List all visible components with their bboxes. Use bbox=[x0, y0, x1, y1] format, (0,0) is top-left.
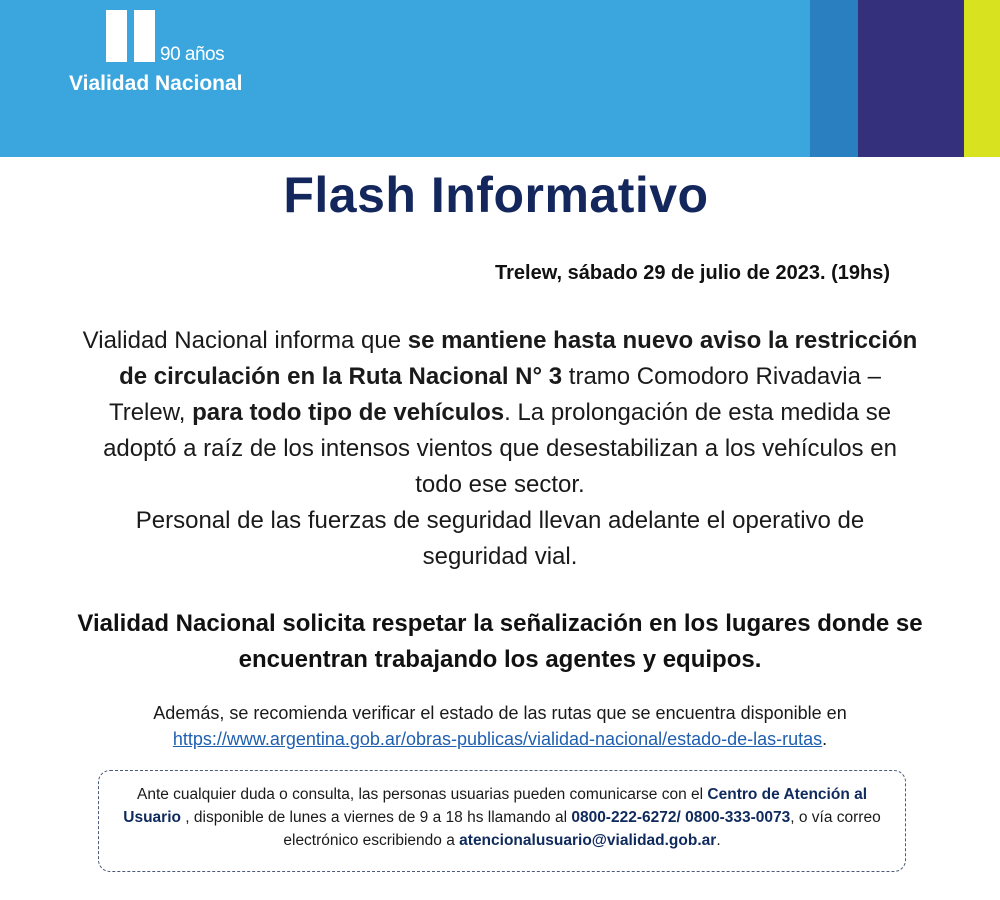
anniversary-label: 90 años bbox=[160, 44, 225, 65]
recommend-paragraph bbox=[60, 700, 940, 752]
recommend-text: Además, se recomienda verificar el estado de las rutas que se encuentra disponible en bbox=[153, 703, 847, 723]
announcement-text: Vialidad Nacional informa que bbox=[82, 327, 408, 354]
yellow-stripe bbox=[964, 0, 1000, 157]
page-title: Flash Informativo bbox=[283, 167, 709, 223]
contact-email: atencionalusuario@vialidad.gob.ar bbox=[459, 832, 717, 849]
contact-text: , o vía correo electrónico escribiendo a bbox=[283, 809, 881, 849]
contact-text: Ante cualquier duda o consulta, las personas usuarias pueden comunicarse con el bbox=[136, 786, 708, 803]
contact-text: . bbox=[716, 832, 721, 849]
announcement-text: tramo Comodoro Rivadavia – Trelew, bbox=[108, 363, 881, 426]
contact-phones: 0800-222-6272/ 0800-333-0073 bbox=[571, 809, 791, 826]
request-paragraph: Vialidad Nacional solicita respetar la señalización en los lugares donde se encuentran trabajando los agentes y equipos. bbox=[77, 610, 923, 673]
logo-bar-icon bbox=[106, 10, 127, 62]
header-banner bbox=[0, 0, 1000, 157]
security-paragraph: Personal de las fuerzas de seguridad llevan adelante el operativo de seguridad vial. bbox=[135, 507, 865, 570]
navy-stripe bbox=[858, 0, 964, 157]
contact-center: Centro de Atención al Usuario bbox=[123, 786, 868, 826]
contact-text: , disponible de lunes a viernes de 9 a 18 hs llamando al bbox=[180, 809, 572, 826]
announcement-text: . La prolongación de esta medida se adoptó a raíz de los intensos vientos que desestabilizan a los vehículos en todo ese sector. bbox=[103, 399, 897, 498]
road-status-link[interactable]: https://www.argentina.gob.ar/obras-publicas/vialidad-nacional/estado-de-las-rutas bbox=[172, 729, 823, 749]
blue-stripe bbox=[810, 0, 858, 157]
main-announcement bbox=[80, 323, 920, 575]
logo-bar-icon bbox=[134, 10, 155, 62]
announcement-highlight: se mantiene hasta nuevo aviso la restricción de circulación en la Ruta Nacional N° 3 bbox=[119, 327, 918, 390]
announcement-highlight: para todo tipo de vehículos bbox=[192, 399, 505, 426]
dateline: Trelew, sábado 29 de julio de 2023. (19hs) bbox=[495, 262, 890, 284]
contact-box bbox=[98, 770, 906, 872]
recommend-end: . bbox=[822, 729, 828, 749]
brand-name: Vialidad Nacional bbox=[69, 72, 243, 95]
